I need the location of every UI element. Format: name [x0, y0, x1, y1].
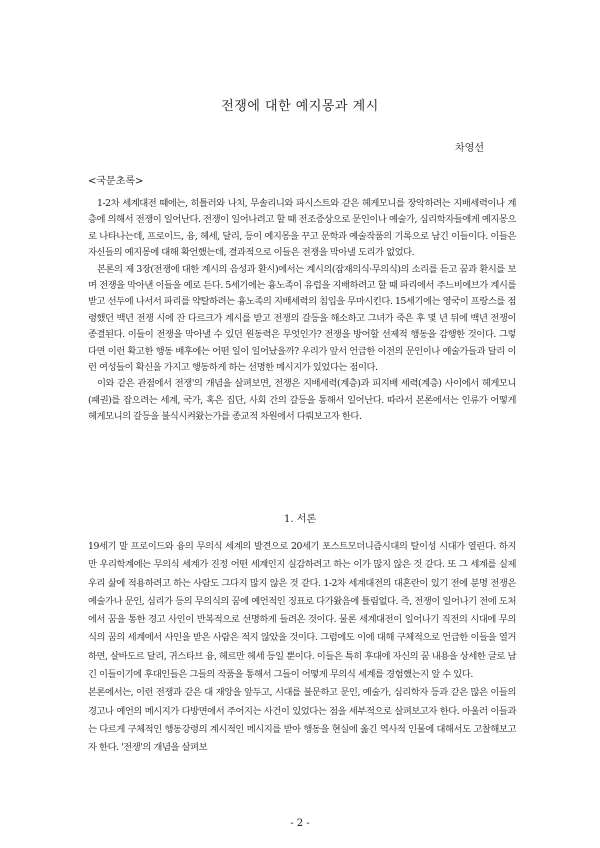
author-name: 차영선 [455, 143, 484, 154]
section-heading-introduction: 1. 서론 [283, 514, 317, 525]
body-text [88, 538, 516, 758]
abstract-paragraph: 본론의 제 3장(전쟁에 대한 계시의 음성과 환시)에서는 계시의(잠재의식·무의식)의 소리를 듣고 꿈과 환시를 보며 전쟁을 막아낸 이들을 예로 든다. 5세기에는 흉노족이 유럽을 지배하려고 할 때 파리에서 주느비에브가 계시를 받고 선두에 나서서 파리를 약탈하려는 흉노족의 지배세력의 침입을 무마시킨다. 15세기에는 영국이 프랑스를 점령했던 백년 전쟁 시에 잔 다르크가 계시를 받고 전쟁의 갈등을 해소하고 그녀가 죽은 후 몇 년 뒤에 백년 전쟁이 종결된다. 이들이 전쟁을 막아낼 수 있던 원동력은 무엇인가? 전쟁을 방어할 선제적 행동을 감행한 것이다. 그렇다면 이런 확고한 행동 배후에는 어떤 일이 일어났을까? 우리가 앞서 언급한 이전의 문인이나 예술가들과 달리 이런 여성들이 확신을 가지고 행동하게 하는 선명한 메시지가 있었다는 점이다. [88, 263, 516, 374]
abstract [88, 196, 516, 426]
abstract-paragraph: 1-2차 세계대전 때에는, 히틀러와 나치, 무솔리니와 파시스트와 같은 헤게모니를 장악하려는 지배세력이나 계층에 의해서 전쟁이 일어난다. 전쟁이 일어나려고 할 때 전조증상으로 문인이나 예술가, 심리학자들에게 예지몽으로 나타나는데, 프로이드, 융, 헤세, 달리, 등이 예지몽을 꾸고 문학과 예술작품의 기록으로 남긴 이들이다. 이들은 자신들의 예지몽에 대해 확언했는데, 결과적으로 이들은 전쟁을 막아낼 도리가 없었다. [88, 198, 516, 259]
page-number: - 2 - [290, 818, 310, 829]
abstract-paragraph: 이와 같은 관점에서 전쟁'의 개념을 살펴보면, 전쟁은 지배세력(계층)과 피지배 세력(계층) 사이에서 헤게모니(패권)를 잡으려는 세계, 국가, 혹은 집단, 사회 간의 갈등을 통해서 일어난다. 따라서 본론에서는 인류가 어떻게 헤게모니의 갈등을 불식시켜왔는가를 종교적 차원에서 다뤄보고자 한다. [88, 378, 516, 423]
paper-title: 전쟁에 대한 예지몽과 계시 [221, 99, 379, 114]
abstract-label: <국문초록> [88, 176, 144, 187]
body-paragraph: 본론에서는, 이런 전쟁과 같은 대 재앙을 앞두고, 시대를 불문하고 문인, 예술가, 심리학자 등과 같은 많은 이들의 경고나 예언의 메시지가 다방면에서 주어지는 사건이 있었다는 점을 세부적으로 살펴보고자 한다. 아울러 이들과는 다르게 구체적인 행동강령의 계시적인 메시지를 받아 행동을 현실에 옮긴 역사적 인물에 대해서도 고찰해보고자 한다. '전쟁'의 개념을 살펴보 [88, 687, 516, 754]
body-paragraph: 19세기 말 프로이드와 융의 무의식 세계의 발견으로 20세기 포스트모더니즘시대의 탈이성 시대가 열린다. 하지만 우리학계에는 무의식 세계가 진정 어떤 세계인지 실감하려고 하는 이가 많지 않은 것 같다. 또 그 세계를 실제 우리 삶에 적용하려고 하는 사람도 그다지 많지 않은 것 같다. 1-2차 세계대전의 대혼란이 있기 전에 분명 전쟁은 예술가나 문인, 심리가 등의 무의식의 꿈에 예언적인 징표로 다가왔음에 틀림없다. 즉, 전쟁이 일어나기 전에 도처에서 꿈을 통한 경고 사인이 반복적으로 선명하게 들려온 것이다. 물론 세계대전이 일어나기 직전의 시대에 무의식의 꿈의 세계에서 사인을 받은 사람은 적지 않았을 것이다. 그럼에도 이에 대해 구체적으로 언급한 이들을 열거하면, 살바도르 달리, 귀스타브 융, 헤르만 헤세 등일 뿐이다. 이들은 특히 후대에 자신의 꿈 내용을 상세한 글로 남긴 이들이기에 후대인들은 그들의 작품을 통해서 그들이 어떻게 무의식 세계를 경험했는지 알 수 있다. [88, 541, 516, 681]
